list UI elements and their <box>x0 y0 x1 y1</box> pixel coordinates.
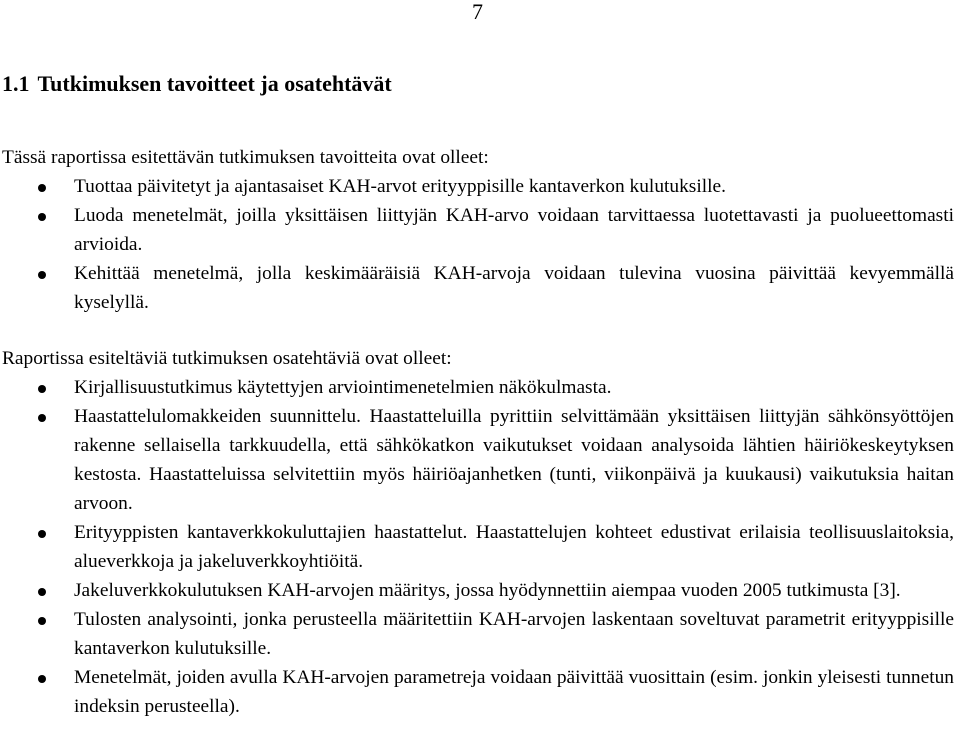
tasks-list-item <box>2 576 954 605</box>
bullet-icon <box>38 414 46 422</box>
goals-list-item <box>2 259 954 317</box>
section-heading <box>2 70 392 98</box>
bullet-icon <box>38 675 46 683</box>
tasks-list-item <box>2 605 954 663</box>
tasks-item-text: Erityyppisten kantaverkkokuluttajien haastattelut. Haastattelujen kohteet edustivat erilaisia teollisuuslaitoksia, alueverkkoja ja jakeluverkkoyhtiöitä. <box>74 522 954 572</box>
bullet-icon <box>38 530 46 538</box>
goals-item-text: Luoda menetelmät, joilla yksittäisen liittyjän KAH-arvo voidaan tarvittaessa luotettavasti ja puolueettomasti arvioida. <box>74 205 954 255</box>
tasks-item-text: Kirjallisuustutkimus käytettyjen arviointimenetelmien näkökulmasta. <box>74 377 612 398</box>
tasks-item-text: Menetelmät, joiden avulla KAH-arvojen parametreja voidaan päivittää vuosittain (esim. jonkin yleisesti tunnetun indeksin perusteella). <box>74 667 954 717</box>
goals-item-text: Tuottaa päivitetyt ja ajantasaiset KAH-arvot erityyppisille kantaverkon kulutuksille. <box>74 176 726 197</box>
bullet-icon <box>38 184 46 192</box>
tasks-section <box>2 344 954 721</box>
section-title: Tutkimuksen tavoitteet ja osatehtävät <box>37 71 392 96</box>
section-number: 1.1 <box>2 71 30 96</box>
goals-list-item <box>2 172 954 201</box>
tasks-item-text: Haastattelulomakkeiden suunnittelu. Haastatteluilla pyrittiin selvittämään yksittäisen liittyjän sähkönsyöttöjen rakenne sellaisella tarkkuudella, että sähkökatkon vaikutukset voidaan analysoida lähtien häiriökeskeytyksen kestosta. Haastatteluissa selvitettiin myös häiriöajanhetken (tunti, viikonpäivä ja kuukausi) vaikutuksia haitan arvoon. <box>74 406 954 514</box>
bullet-icon <box>38 213 46 221</box>
tasks-intro: Raportissa esiteltäviä tutkimuksen osatehtäviä ovat olleet: <box>2 348 452 369</box>
bullet-icon <box>38 617 46 625</box>
goals-list-item <box>2 201 954 259</box>
tasks-list-item <box>2 402 954 518</box>
page-number: 7 <box>472 0 483 24</box>
tasks-list-item <box>2 373 954 402</box>
tasks-item-text: Jakeluverkkokulutuksen KAH-arvojen määritys, jossa hyödynnettiin aiempaa vuoden 2005 tutkimusta [3]. <box>74 580 901 601</box>
bullet-icon <box>38 385 46 393</box>
tasks-list-item <box>2 663 954 721</box>
goals-intro: Tässä raportissa esitettävän tutkimuksen tavoitteita ovat olleet: <box>2 147 489 168</box>
tasks-list-item <box>2 518 954 576</box>
goals-item-text: Kehittää menetelmä, jolla keskimääräisiä KAH-arvoja voidaan tulevina vuosina päivittää kevyemmällä kyselyllä. <box>74 263 954 313</box>
tasks-item-text: Tulosten analysointi, jonka perusteella määritettiin KAH-arvojen laskentaan soveltuvat parametrit erityyppisille kantaverkon kulutuksille. <box>74 609 954 659</box>
tasks-list <box>2 373 954 721</box>
goals-list <box>2 172 954 317</box>
bullet-icon <box>38 271 46 279</box>
goals-section <box>2 143 954 317</box>
bullet-icon <box>38 588 46 596</box>
